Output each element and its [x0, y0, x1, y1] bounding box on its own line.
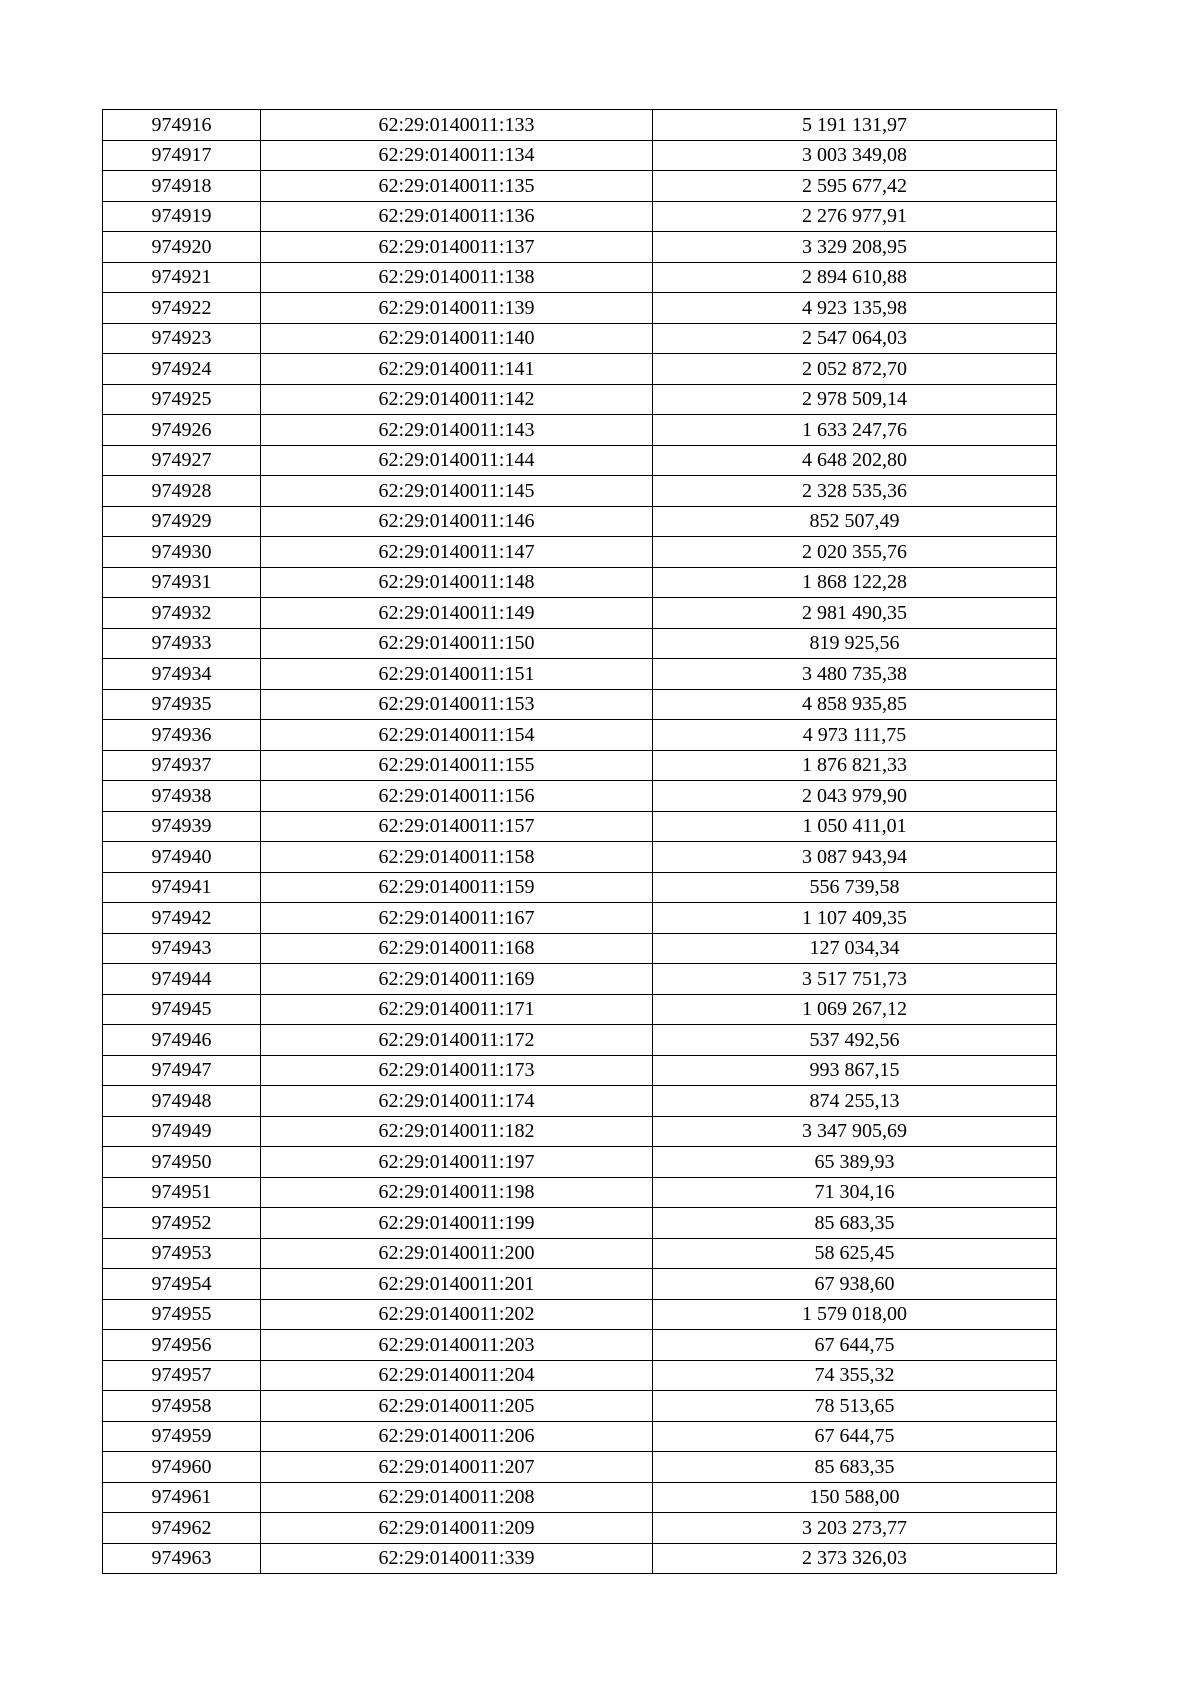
- table-row: [103, 781, 1057, 812]
- cadastral-value-cell: 127 034,34: [653, 933, 1057, 964]
- cadastral-number-cell: 62:29:0140011:135: [261, 171, 653, 202]
- table-row: [103, 445, 1057, 476]
- cadastral-value-cell: 78 513,65: [653, 1391, 1057, 1422]
- row-number-cell: 974935: [103, 689, 261, 720]
- cadastral-number-cell: 62:29:0140011:156: [261, 781, 653, 812]
- cadastral-number-cell: 62:29:0140011:202: [261, 1299, 653, 1330]
- cadastral-value-cell: 2 052 872,70: [653, 354, 1057, 385]
- table-row: [103, 354, 1057, 385]
- cadastral-number-cell: 62:29:0140011:339: [261, 1543, 653, 1574]
- cadastral-value-cell: 85 683,35: [653, 1208, 1057, 1239]
- cadastral-value-cell: 852 507,49: [653, 506, 1057, 537]
- table-row: [103, 1208, 1057, 1239]
- cadastral-number-cell: 62:29:0140011:146: [261, 506, 653, 537]
- row-number-cell: 974942: [103, 903, 261, 934]
- cadastral-value-cell: 65 389,93: [653, 1147, 1057, 1178]
- cadastral-value-cell: 1 633 247,76: [653, 415, 1057, 446]
- row-number-cell: 974953: [103, 1238, 261, 1269]
- cadastral-number-cell: 62:29:0140011:149: [261, 598, 653, 629]
- table-row: [103, 1482, 1057, 1513]
- cadastral-value-cell: 3 003 349,08: [653, 140, 1057, 171]
- cadastral-number-cell: 62:29:0140011:154: [261, 720, 653, 751]
- table-row: [103, 232, 1057, 263]
- cadastral-value-cell: 874 255,13: [653, 1086, 1057, 1117]
- cadastral-value-cell: 3 480 735,38: [653, 659, 1057, 690]
- cadastral-number-cell: 62:29:0140011:141: [261, 354, 653, 385]
- table-row: [103, 872, 1057, 903]
- row-number-cell: 974932: [103, 598, 261, 629]
- cadastral-value-cell: 556 739,58: [653, 872, 1057, 903]
- table-row: [103, 1330, 1057, 1361]
- table-row: [103, 628, 1057, 659]
- table-row: [103, 720, 1057, 751]
- row-number-cell: 974926: [103, 415, 261, 446]
- cadastral-number-cell: 62:29:0140011:168: [261, 933, 653, 964]
- cadastral-number-cell: 62:29:0140011:208: [261, 1482, 653, 1513]
- table-row: [103, 994, 1057, 1025]
- row-number-cell: 974918: [103, 171, 261, 202]
- cadastral-value-cell: 67 938,60: [653, 1269, 1057, 1300]
- table-row: [103, 598, 1057, 629]
- cadastral-number-cell: 62:29:0140011:136: [261, 201, 653, 232]
- table-row: [103, 1147, 1057, 1178]
- cadastral-value-table: [102, 109, 1057, 1574]
- table-row: [103, 1360, 1057, 1391]
- cadastral-value-cell: 2 373 326,03: [653, 1543, 1057, 1574]
- cadastral-value-cell: 3 087 943,94: [653, 842, 1057, 873]
- table-row: [103, 842, 1057, 873]
- cadastral-value-cell: 4 923 135,98: [653, 293, 1057, 324]
- table-row: [103, 689, 1057, 720]
- cadastral-value-cell: 2 547 064,03: [653, 323, 1057, 354]
- table-row: [103, 964, 1057, 995]
- table-row: [103, 1269, 1057, 1300]
- row-number-cell: 974963: [103, 1543, 261, 1574]
- cadastral-value-cell: 85 683,35: [653, 1452, 1057, 1483]
- table-row: [103, 567, 1057, 598]
- table-row: [103, 1025, 1057, 1056]
- row-number-cell: 974930: [103, 537, 261, 568]
- cadastral-number-cell: 62:29:0140011:153: [261, 689, 653, 720]
- row-number-cell: 974919: [103, 201, 261, 232]
- cadastral-number-cell: 62:29:0140011:173: [261, 1055, 653, 1086]
- row-number-cell: 974936: [103, 720, 261, 751]
- cadastral-number-cell: 62:29:0140011:200: [261, 1238, 653, 1269]
- row-number-cell: 974945: [103, 994, 261, 1025]
- cadastral-number-cell: 62:29:0140011:207: [261, 1452, 653, 1483]
- table-row: [103, 293, 1057, 324]
- row-number-cell: 974928: [103, 476, 261, 507]
- row-number-cell: 974950: [103, 1147, 261, 1178]
- cadastral-value-cell: 3 517 751,73: [653, 964, 1057, 995]
- cadastral-value-cell: 1 579 018,00: [653, 1299, 1057, 1330]
- cadastral-value-cell: 1 107 409,35: [653, 903, 1057, 934]
- row-number-cell: 974925: [103, 384, 261, 415]
- cadastral-number-cell: 62:29:0140011:139: [261, 293, 653, 324]
- row-number-cell: 974957: [103, 1360, 261, 1391]
- cadastral-number-cell: 62:29:0140011:198: [261, 1177, 653, 1208]
- cadastral-number-cell: 62:29:0140011:133: [261, 110, 653, 141]
- cadastral-value-cell: 1 868 122,28: [653, 567, 1057, 598]
- table-row: [103, 1421, 1057, 1452]
- cadastral-number-cell: 62:29:0140011:197: [261, 1147, 653, 1178]
- row-number-cell: 974947: [103, 1055, 261, 1086]
- row-number-cell: 974934: [103, 659, 261, 690]
- row-number-cell: 974951: [103, 1177, 261, 1208]
- row-number-cell: 974929: [103, 506, 261, 537]
- cadastral-value-cell: 3 347 905,69: [653, 1116, 1057, 1147]
- cadastral-number-cell: 62:29:0140011:142: [261, 384, 653, 415]
- cadastral-value-cell: 3 203 273,77: [653, 1513, 1057, 1544]
- table-row: [103, 323, 1057, 354]
- cadastral-value-cell: 67 644,75: [653, 1421, 1057, 1452]
- cadastral-value-cell: 3 329 208,95: [653, 232, 1057, 263]
- row-number-cell: 974938: [103, 781, 261, 812]
- table-row: [103, 171, 1057, 202]
- cadastral-value-cell: 819 925,56: [653, 628, 1057, 659]
- cadastral-value-cell: 2 894 610,88: [653, 262, 1057, 293]
- table-row: [103, 110, 1057, 141]
- row-number-cell: 974946: [103, 1025, 261, 1056]
- cadastral-value-cell: 4 858 935,85: [653, 689, 1057, 720]
- table-row: [103, 537, 1057, 568]
- cadastral-number-cell: 62:29:0140011:204: [261, 1360, 653, 1391]
- row-number-cell: 974948: [103, 1086, 261, 1117]
- cadastral-number-cell: 62:29:0140011:199: [261, 1208, 653, 1239]
- row-number-cell: 974923: [103, 323, 261, 354]
- cadastral-number-cell: 62:29:0140011:201: [261, 1269, 653, 1300]
- row-number-cell: 974920: [103, 232, 261, 263]
- row-number-cell: 974917: [103, 140, 261, 171]
- cadastral-number-cell: 62:29:0140011:138: [261, 262, 653, 293]
- table-row: [103, 1116, 1057, 1147]
- cadastral-number-cell: 62:29:0140011:140: [261, 323, 653, 354]
- row-number-cell: 974954: [103, 1269, 261, 1300]
- cadastral-number-cell: 62:29:0140011:158: [261, 842, 653, 873]
- cadastral-value-cell: 58 625,45: [653, 1238, 1057, 1269]
- cadastral-value-cell: 1 876 821,33: [653, 750, 1057, 781]
- table-row: [103, 1543, 1057, 1574]
- row-number-cell: 974944: [103, 964, 261, 995]
- table-row: [103, 1177, 1057, 1208]
- table-row: [103, 1055, 1057, 1086]
- cadastral-number-cell: 62:29:0140011:143: [261, 415, 653, 446]
- cadastral-value-cell: 537 492,56: [653, 1025, 1057, 1056]
- cadastral-number-cell: 62:29:0140011:203: [261, 1330, 653, 1361]
- cadastral-value-cell: 2 328 535,36: [653, 476, 1057, 507]
- cadastral-value-cell: 993 867,15: [653, 1055, 1057, 1086]
- cadastral-value-cell: 1 050 411,01: [653, 811, 1057, 842]
- table-body: [103, 110, 1057, 1574]
- cadastral-number-cell: 62:29:0140011:148: [261, 567, 653, 598]
- row-number-cell: 974931: [103, 567, 261, 598]
- table-row: [103, 140, 1057, 171]
- table-row: [103, 1238, 1057, 1269]
- table-row: [103, 750, 1057, 781]
- cadastral-number-cell: 62:29:0140011:147: [261, 537, 653, 568]
- row-number-cell: 974921: [103, 262, 261, 293]
- table-row: [103, 262, 1057, 293]
- table-row: [103, 811, 1057, 842]
- row-number-cell: 974961: [103, 1482, 261, 1513]
- table-row: [103, 933, 1057, 964]
- row-number-cell: 974955: [103, 1299, 261, 1330]
- table-row: [103, 1086, 1057, 1117]
- cadastral-number-cell: 62:29:0140011:144: [261, 445, 653, 476]
- cadastral-number-cell: 62:29:0140011:150: [261, 628, 653, 659]
- table-row: [103, 1452, 1057, 1483]
- cadastral-number-cell: 62:29:0140011:134: [261, 140, 653, 171]
- cadastral-value-cell: 67 644,75: [653, 1330, 1057, 1361]
- cadastral-number-cell: 62:29:0140011:155: [261, 750, 653, 781]
- row-number-cell: 974960: [103, 1452, 261, 1483]
- cadastral-value-cell: 2 020 355,76: [653, 537, 1057, 568]
- row-number-cell: 974941: [103, 872, 261, 903]
- cadastral-value-cell: 2 978 509,14: [653, 384, 1057, 415]
- row-number-cell: 974949: [103, 1116, 261, 1147]
- cadastral-number-cell: 62:29:0140011:159: [261, 872, 653, 903]
- cadastral-value-cell: 74 355,32: [653, 1360, 1057, 1391]
- cadastral-number-cell: 62:29:0140011:174: [261, 1086, 653, 1117]
- cadastral-number-cell: 62:29:0140011:205: [261, 1391, 653, 1422]
- cadastral-number-cell: 62:29:0140011:137: [261, 232, 653, 263]
- row-number-cell: 974927: [103, 445, 261, 476]
- table-row: [103, 415, 1057, 446]
- row-number-cell: 974924: [103, 354, 261, 385]
- cadastral-number-cell: 62:29:0140011:145: [261, 476, 653, 507]
- table-row: [103, 1513, 1057, 1544]
- row-number-cell: 974939: [103, 811, 261, 842]
- row-number-cell: 974959: [103, 1421, 261, 1452]
- row-number-cell: 974933: [103, 628, 261, 659]
- table-row: [103, 384, 1057, 415]
- cadastral-value-cell: 2 276 977,91: [653, 201, 1057, 232]
- cadastral-number-cell: 62:29:0140011:182: [261, 1116, 653, 1147]
- cadastral-value-cell: 2 595 677,42: [653, 171, 1057, 202]
- cadastral-number-cell: 62:29:0140011:157: [261, 811, 653, 842]
- cadastral-number-cell: 62:29:0140011:169: [261, 964, 653, 995]
- row-number-cell: 974937: [103, 750, 261, 781]
- table-row: [103, 659, 1057, 690]
- cadastral-value-cell: 1 069 267,12: [653, 994, 1057, 1025]
- table-row: [103, 506, 1057, 537]
- cadastral-value-cell: 5 191 131,97: [653, 110, 1057, 141]
- cadastral-number-cell: 62:29:0140011:167: [261, 903, 653, 934]
- cadastral-number-cell: 62:29:0140011:151: [261, 659, 653, 690]
- row-number-cell: 974922: [103, 293, 261, 324]
- table-row: [103, 201, 1057, 232]
- cadastral-value-cell: 4 973 111,75: [653, 720, 1057, 751]
- row-number-cell: 974962: [103, 1513, 261, 1544]
- table-row: [103, 476, 1057, 507]
- cadastral-value-cell: 2 981 490,35: [653, 598, 1057, 629]
- cadastral-value-cell: 71 304,16: [653, 1177, 1057, 1208]
- cadastral-value-cell: 4 648 202,80: [653, 445, 1057, 476]
- cadastral-number-cell: 62:29:0140011:172: [261, 1025, 653, 1056]
- row-number-cell: 974916: [103, 110, 261, 141]
- cadastral-value-cell: 2 043 979,90: [653, 781, 1057, 812]
- table-row: [103, 1391, 1057, 1422]
- cadastral-number-cell: 62:29:0140011:171: [261, 994, 653, 1025]
- row-number-cell: 974958: [103, 1391, 261, 1422]
- cadastral-number-cell: 62:29:0140011:209: [261, 1513, 653, 1544]
- row-number-cell: 974956: [103, 1330, 261, 1361]
- row-number-cell: 974952: [103, 1208, 261, 1239]
- cadastral-value-cell: 150 588,00: [653, 1482, 1057, 1513]
- row-number-cell: 974943: [103, 933, 261, 964]
- row-number-cell: 974940: [103, 842, 261, 873]
- table-row: [103, 1299, 1057, 1330]
- cadastral-number-cell: 62:29:0140011:206: [261, 1421, 653, 1452]
- table-row: [103, 903, 1057, 934]
